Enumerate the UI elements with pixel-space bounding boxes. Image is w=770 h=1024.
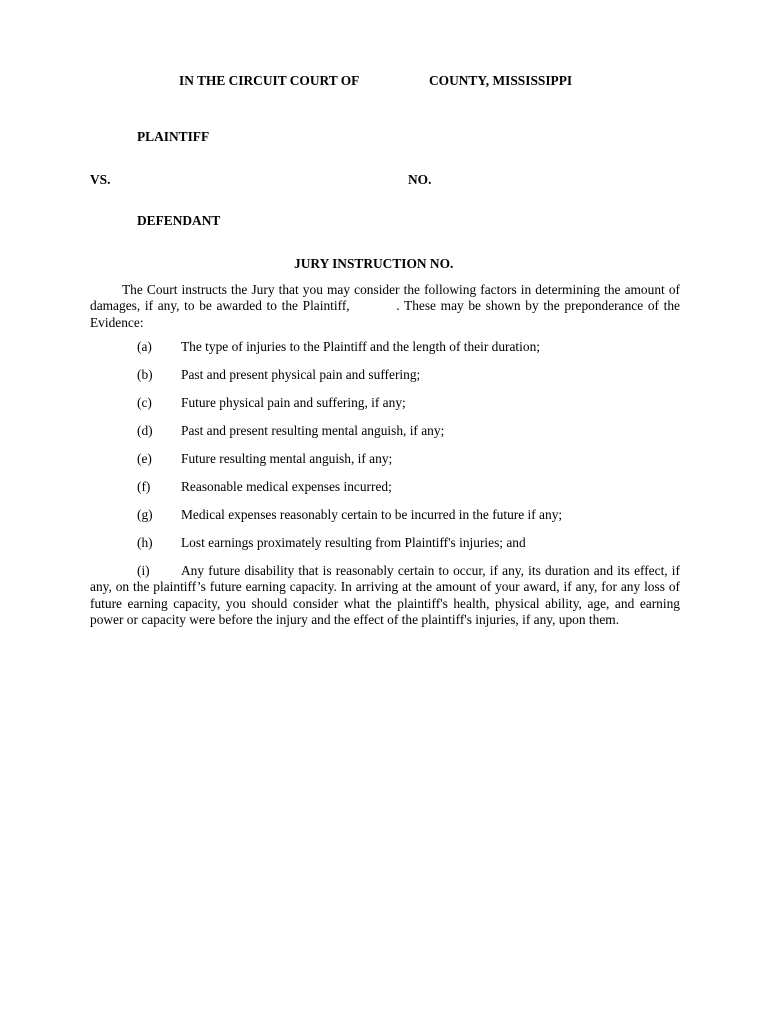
factor-letter: (a) <box>137 339 152 354</box>
factor-letter: (b) <box>137 367 153 382</box>
factor-text: Medical expenses reasonably certain to be incurred in the future if any; <box>181 507 563 522</box>
factor-text: Future physical pain and suffering, if any; <box>181 395 406 410</box>
factor-letter: (h) <box>137 535 153 550</box>
factor-letter: (c) <box>137 395 152 410</box>
factor-letter: (d) <box>137 423 153 438</box>
defendant-label: DEFENDANT <box>137 213 221 228</box>
factor-letter: (g) <box>137 507 153 522</box>
case-number-label: NO. <box>408 172 432 187</box>
intro-part-2: . These may be shown by the preponderance of the Evidence: <box>90 298 680 330</box>
intro-part-1: The Court instructs the Jury that you may consider the following factors in determining the amount of damages, if any, to be awarded to the Plaintiff, <box>90 282 680 314</box>
plaintiff-label: PLAINTIFF <box>137 129 210 144</box>
factor-letter: (e) <box>137 451 152 466</box>
versus-label: VS. <box>90 172 111 187</box>
factor-letter: (f) <box>137 479 151 494</box>
factor-text: Future resulting mental anguish, if any; <box>181 451 393 466</box>
factor-text: Past and present physical pain and suffering; <box>181 367 421 382</box>
court-heading: IN THE CIRCUIT COURT OF <box>179 73 360 88</box>
factor-text: Reasonable medical expenses incurred; <box>181 479 392 494</box>
factor-text: The type of injuries to the Plaintiff and the length of their duration; <box>181 339 540 354</box>
factor-item-final <box>90 563 680 628</box>
factor-text: Past and present resulting mental anguish, if any; <box>181 423 445 438</box>
county-heading: COUNTY, MISSISSIPPI <box>429 73 573 88</box>
instruction-title: JURY INSTRUCTION NO. <box>294 256 454 271</box>
factor-text: Any future disability that is reasonably certain to occur, if any, its duration and its effect, if any, on the plaintiff’s future earning capacity. In arriving at the amount of your award, if any, for any loss of future earning capacity, you should consider what the plaintiff's health, physical ability, age, and earning power or capacity were before the injury and the effect of the plaintiff's injuries, if any, upon them. <box>90 563 680 627</box>
factor-letter: (i) <box>137 563 150 578</box>
instruction-intro <box>90 282 680 331</box>
factor-text: Lost earnings proximately resulting from Plaintiff's injuries; and <box>181 535 526 550</box>
